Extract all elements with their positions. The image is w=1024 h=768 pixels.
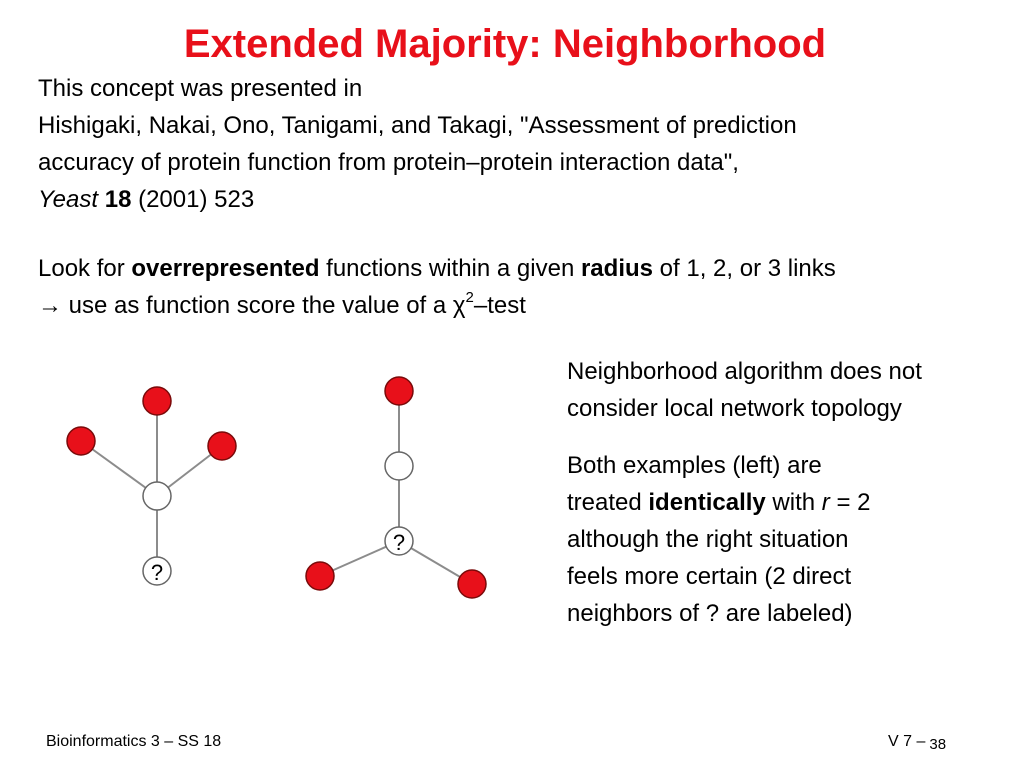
term-overrepresented: overrepresented: [131, 255, 320, 282]
method-text: Look for: [38, 255, 132, 282]
chi-superscript: 2: [465, 289, 474, 306]
note-text: = 2: [829, 489, 871, 516]
labeled-node: [67, 427, 95, 455]
labeled-node: [306, 562, 334, 590]
intro-line-2: Hishigaki, Nakai, Ono, Tanigami, and Takagi, "Assessment of prediction: [38, 112, 797, 139]
page-number: 38: [929, 736, 947, 753]
query-node-label: ?: [150, 560, 164, 585]
labeled-node: [208, 432, 236, 460]
journal-volume: 18: [104, 186, 132, 213]
labeled-node: [385, 377, 413, 405]
labeled-node: [143, 387, 171, 415]
note-examples-line-3: although the right situation: [567, 526, 849, 553]
note-text: with: [765, 489, 822, 516]
footer-course: Bioinformatics 3 – SS 18: [46, 733, 222, 750]
unlabeled-node: [143, 482, 171, 510]
variable-r: r: [821, 489, 830, 516]
slide-title: Extended Majority: Neighborhood: [183, 22, 827, 66]
note-examples-line-5: neighbors of ? are labeled): [567, 600, 853, 627]
left-network-graph: [67, 387, 236, 585]
note-examples-line-4: feels more certain (2 direct: [567, 563, 852, 590]
labeled-node: [458, 570, 486, 598]
unlabeled-node: [385, 452, 413, 480]
method-text: → use as function score the value of a: [38, 292, 453, 319]
method-text: –test: [473, 292, 526, 319]
journal-name: Yeast: [38, 186, 99, 213]
note-topology-line-2: consider local network topology: [567, 395, 902, 422]
query-node-label: ?: [392, 530, 406, 555]
method-text: of 1, 2, or 3 links: [653, 255, 836, 282]
note-topology-line-1: Neighborhood algorithm does not: [567, 358, 922, 385]
chi-symbol: χ: [452, 292, 466, 319]
intro-line-3: accuracy of protein function from protein–protein interaction data",: [38, 149, 739, 176]
footer-lecture: V 7 –: [888, 733, 926, 750]
method-text: functions within a given: [319, 255, 581, 282]
journal-year-pages: (2001) 523: [131, 186, 255, 213]
term-identically: identically: [648, 489, 766, 516]
term-radius: radius: [580, 255, 653, 282]
note-examples-line-1: Both examples (left) are: [567, 452, 822, 479]
right-network-graph: [306, 377, 486, 598]
intro-line-1: This concept was presented in: [38, 75, 363, 102]
footer-page-info: [888, 732, 946, 755]
note-text: treated: [567, 489, 649, 516]
